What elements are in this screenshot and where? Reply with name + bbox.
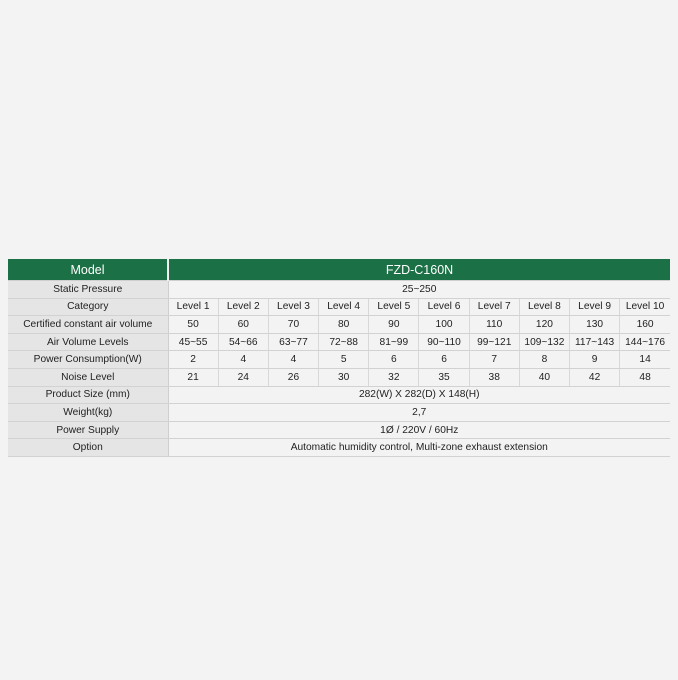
table-cell: 42 [570, 368, 620, 386]
table-cell: 26 [268, 368, 318, 386]
table-cell: 120 [519, 316, 569, 334]
table-cell: 40 [519, 368, 569, 386]
row-label: Option [8, 439, 168, 457]
table-row [8, 333, 670, 351]
header-model-value: FZD-C160N [168, 259, 670, 281]
table-cell: 60 [218, 316, 268, 334]
table-cell: 117~143 [570, 333, 620, 351]
table-cell: 32 [369, 368, 419, 386]
table-row [8, 351, 670, 369]
table-cell: Level 7 [469, 298, 519, 316]
row-label: Noise Level [8, 368, 168, 386]
table-row [8, 404, 670, 422]
table-cell: 9 [570, 351, 620, 369]
table-cell: Level 9 [570, 298, 620, 316]
row-value: 1Ø / 220V / 60Hz [168, 421, 670, 439]
spec-table [8, 259, 670, 457]
table-cell: Level 10 [620, 298, 670, 316]
table-cell: 6 [419, 351, 469, 369]
table-row [8, 421, 670, 439]
table-cell: Level 4 [319, 298, 369, 316]
table-cell: 2 [168, 351, 218, 369]
header-label: Model [8, 259, 168, 281]
table-cell: 109~132 [519, 333, 569, 351]
table-cell: 6 [369, 351, 419, 369]
table-cell: 8 [519, 351, 569, 369]
table-cell: 80 [319, 316, 369, 334]
table-row [8, 368, 670, 386]
table-cell: 21 [168, 368, 218, 386]
table-cell: Level 3 [268, 298, 318, 316]
table-cell: 14 [620, 351, 670, 369]
table-cell: 90 [369, 316, 419, 334]
table-cell: 63~77 [268, 333, 318, 351]
table-cell: Level 5 [369, 298, 419, 316]
table-row [8, 298, 670, 316]
table-cell: Level 2 [218, 298, 268, 316]
table-cell: 24 [218, 368, 268, 386]
table-cell: 99~121 [469, 333, 519, 351]
table-cell: 50 [168, 316, 218, 334]
table-cell: 72~88 [319, 333, 369, 351]
row-value: 25~250 [168, 281, 670, 299]
row-label: Power Supply [8, 421, 168, 439]
table-row [8, 386, 670, 404]
table-cell: Level 8 [519, 298, 569, 316]
row-label: Product Size (mm) [8, 386, 168, 404]
table-cell: 4 [268, 351, 318, 369]
table-cell: Level 1 [168, 298, 218, 316]
table-cell: 110 [469, 316, 519, 334]
table-cell: 90~110 [419, 333, 469, 351]
row-label: Power Consumption(W) [8, 351, 168, 369]
table-cell: 54~66 [218, 333, 268, 351]
table-row [8, 281, 670, 299]
row-label: Weight(kg) [8, 404, 168, 422]
table-cell: 48 [620, 368, 670, 386]
table-cell: 100 [419, 316, 469, 334]
spec-table-body [8, 281, 670, 457]
table-cell: 30 [319, 368, 369, 386]
table-cell: 35 [419, 368, 469, 386]
table-row [8, 316, 670, 334]
spec-table-header [8, 259, 670, 281]
table-cell: 45~55 [168, 333, 218, 351]
table-cell: 70 [268, 316, 318, 334]
table-cell: 160 [620, 316, 670, 334]
row-value: 282(W) X 282(D) X 148(H) [168, 386, 670, 404]
table-cell: 7 [469, 351, 519, 369]
row-label: Air Volume Levels [8, 333, 168, 351]
table-cell: 81~99 [369, 333, 419, 351]
table-cell: 144~176 [620, 333, 670, 351]
table-cell: 130 [570, 316, 620, 334]
row-label: Certified constant air volume [8, 316, 168, 334]
row-label: Category [8, 298, 168, 316]
row-value: Automatic humidity control, Multi-zone exhaust extension [168, 439, 670, 457]
table-cell: 4 [218, 351, 268, 369]
table-cell: Level 6 [419, 298, 469, 316]
table-cell: 38 [469, 368, 519, 386]
row-label: Static Pressure [8, 281, 168, 299]
table-row [8, 439, 670, 457]
row-value: 2,7 [168, 404, 670, 422]
table-cell: 5 [319, 351, 369, 369]
